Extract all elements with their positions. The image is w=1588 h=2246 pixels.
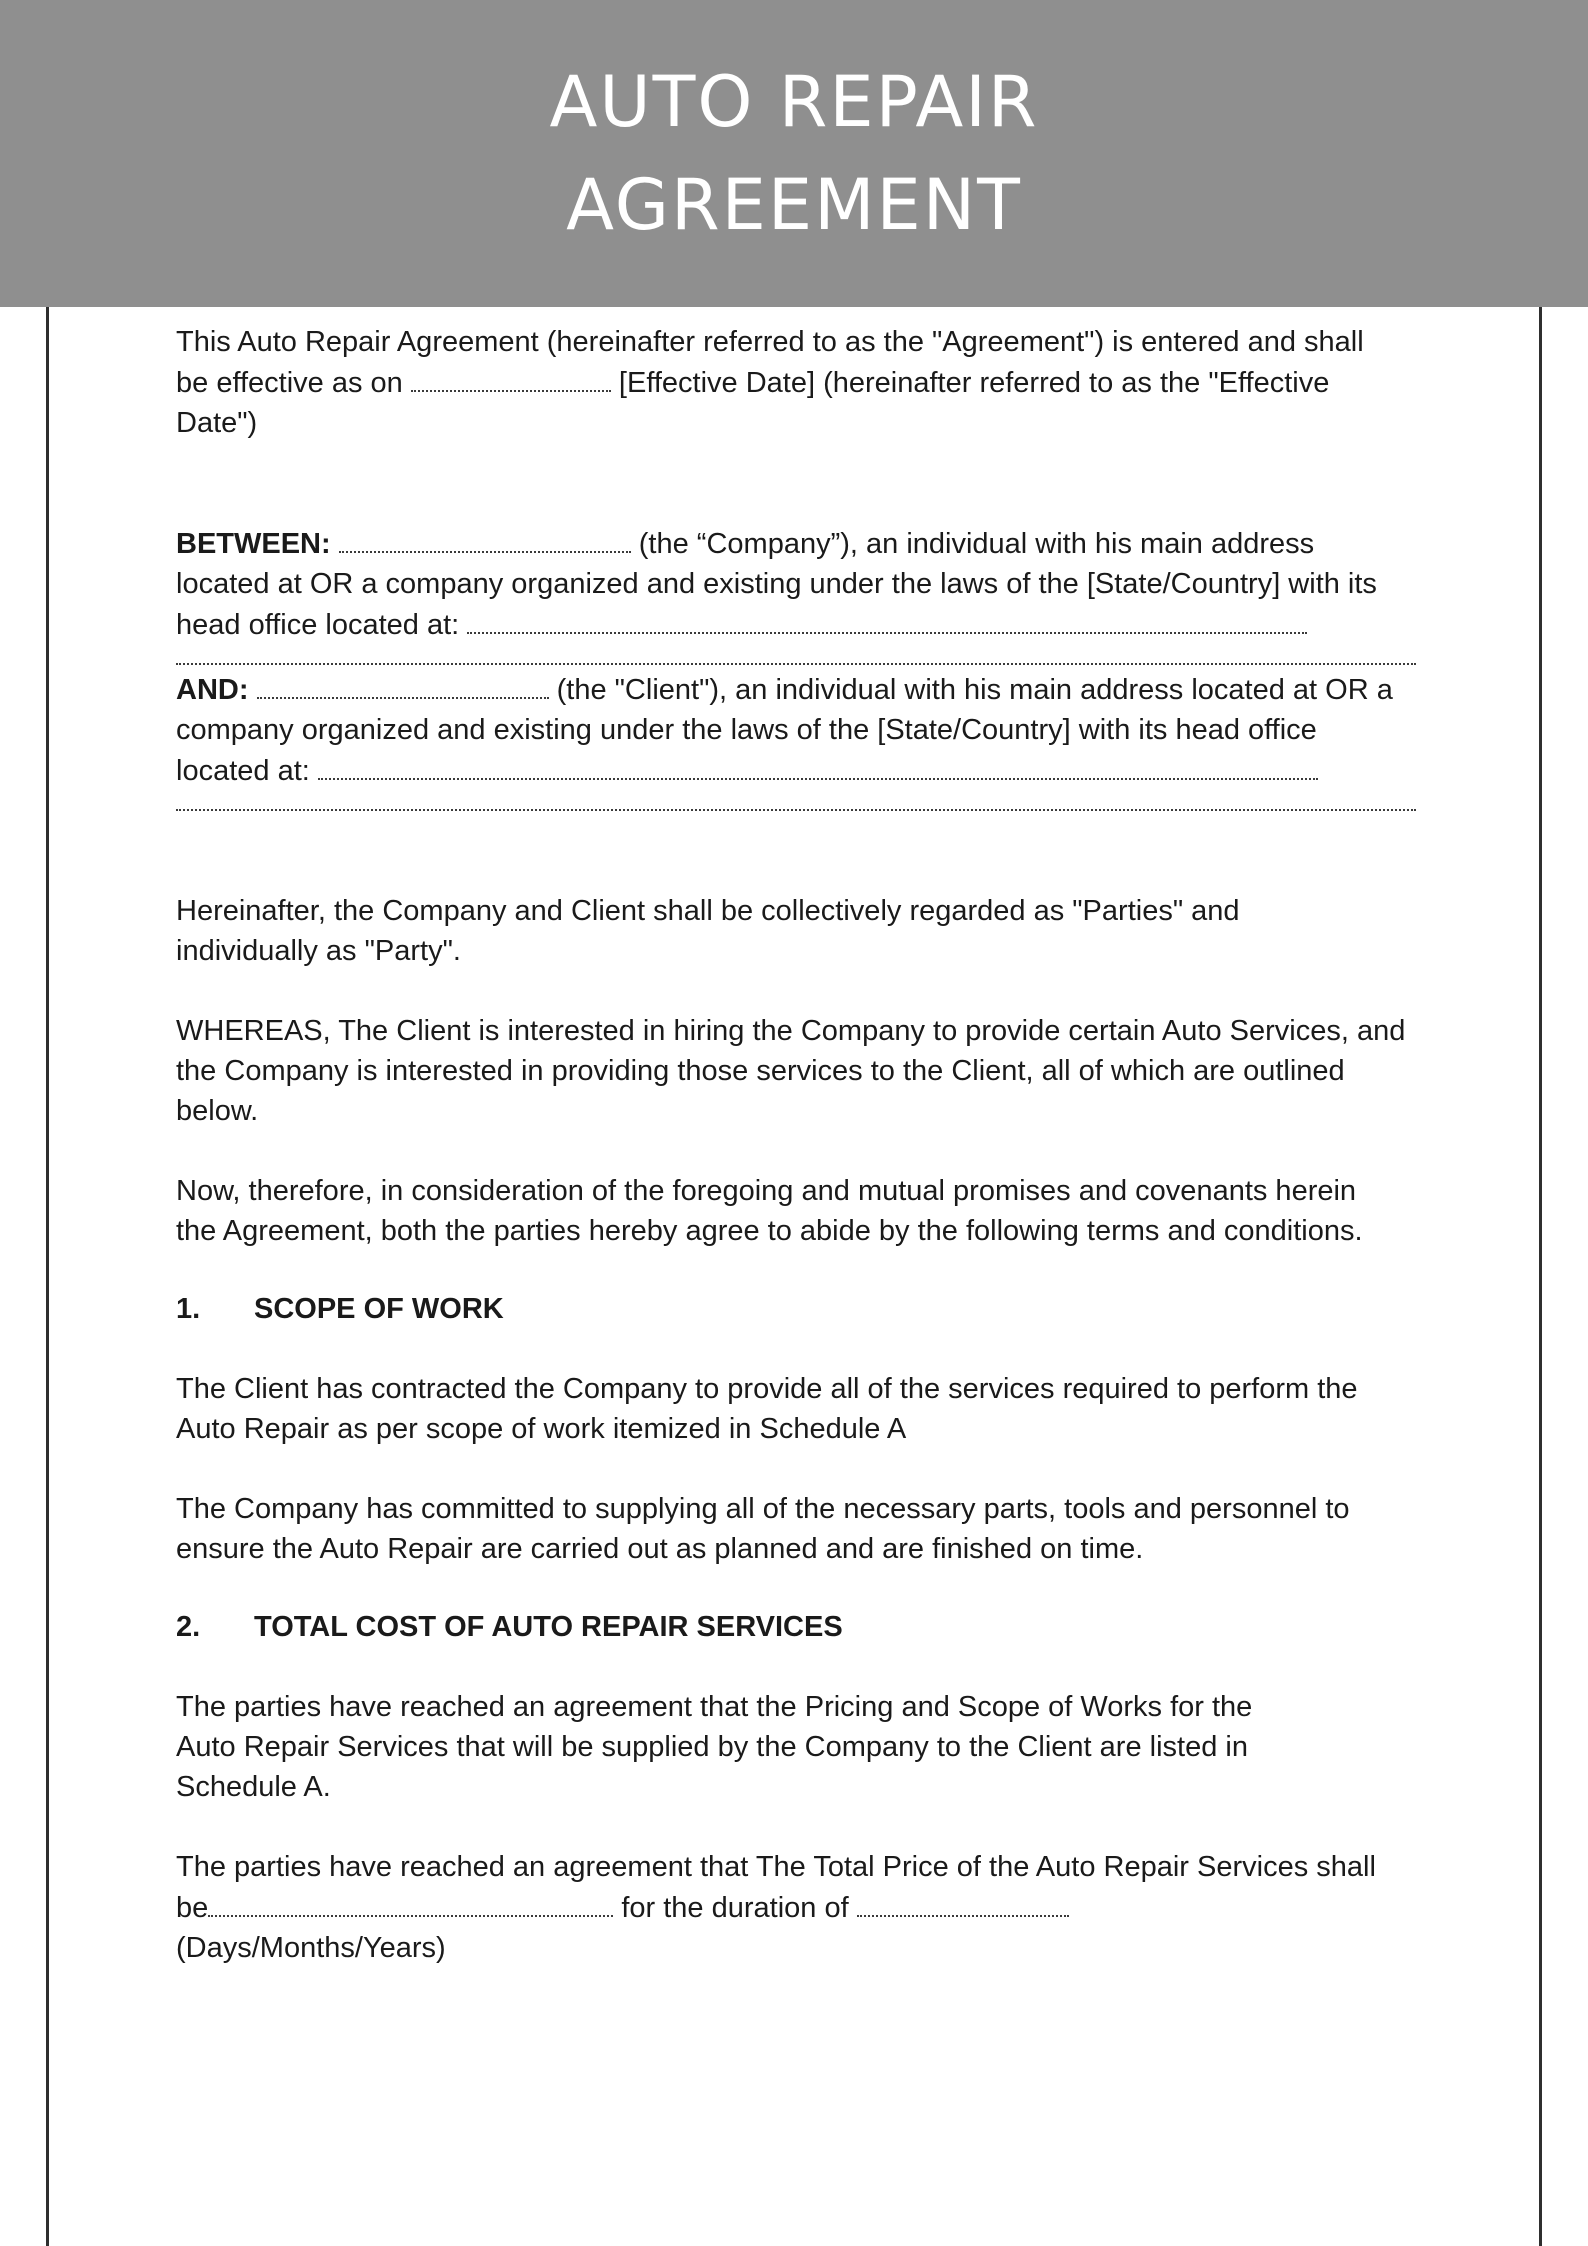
agreement-body: [176, 322, 1416, 1968]
total-price-blank: [208, 1887, 613, 1917]
whereas-paragraph: WHEREAS, The Client is interested in hiring the Company to provide certain Auto Services, and the Company is interested in providing those services to the Client, all of which are outlined below.: [176, 1015, 1406, 1127]
intro-text-1: This Auto Repair Agreement (hereinafter referred to as the "Agreement") is entered and shall be effective as on: [176, 326, 1364, 399]
intro-text-2: [Effective Date] (hereinafter referred to as the "Effective Date"): [176, 367, 1330, 439]
and-paragraph: [176, 669, 1406, 791]
title-banner: [0, 0, 1588, 307]
section-1-heading: [176, 1289, 1416, 1329]
section-1-paragraph-1: The Client has contracted the Company to provide all of the services required to perform the Auto Repair as per scope of work itemized in Schedule A: [176, 1373, 1358, 1445]
section-2-title: TOTAL COST OF AUTO REPAIR SERVICES: [254, 1611, 843, 1643]
title-line-1: AUTO REPAIR: [549, 60, 1039, 143]
and-text: (the "Client"), an individual with his main address located at OR a company organized and existing under the laws of the [State/Country] with its head office located at:: [176, 674, 1393, 787]
total-price-text-2: for the duration of: [613, 1892, 857, 1924]
client-name-blank: [257, 669, 549, 699]
hereinafter-paragraph: Hereinafter, the Company and Client shall be collectively regarded as "Parties" and individually as "Party".: [176, 895, 1240, 967]
section-1-title: SCOPE OF WORK: [254, 1293, 504, 1325]
between-paragraph: [176, 523, 1398, 645]
section-1-number: 1.: [176, 1293, 201, 1325]
company-name-blank: [339, 523, 631, 553]
between-label: BETWEEN:: [176, 528, 339, 560]
company-address-blank-line: [176, 651, 1416, 665]
total-price-text-1: The parties have reached an agreement that The Total Price of the Auto Repair Services shall be: [176, 1851, 1376, 1924]
section-2-heading: [176, 1607, 1416, 1647]
section-2-paragraph-2: [176, 1847, 1416, 1968]
and-label: AND:: [176, 674, 257, 706]
document-title: [474, 51, 1114, 257]
now-therefore-paragraph: Now, therefore, in consideration of the foregoing and mutual promises and covenants herein the Agreement, both the parties hereby agree to abide by the following terms and conditions.: [176, 1175, 1363, 1247]
company-address-blank: [467, 604, 1307, 634]
title-line-2: AGREEMENT: [566, 163, 1022, 246]
section-2-paragraph-1: The parties have reached an agreement that the Pricing and Scope of Works for the Auto Repair Services that will be supplied by the Company to the Client are listed in Schedule A.: [176, 1691, 1253, 1803]
client-address-blank-line: [176, 797, 1416, 811]
section-1-paragraph-2: The Company has committed to supplying all of the necessary parts, tools and personnel to ensure the Auto Repair are carried out as planned and are finished on time.: [176, 1493, 1350, 1565]
between-text: (the “Company”), an individual with his main address located at OR a company organized and existing under the laws of the [State/Country] with its head office located at:: [176, 528, 1377, 641]
effective-date-blank: [411, 362, 611, 392]
intro-paragraph: [176, 322, 1376, 443]
section-2-number: 2.: [176, 1611, 201, 1643]
client-address-blank: [318, 750, 1318, 780]
duration-blank: [857, 1887, 1069, 1917]
duration-unit-text: (Days/Months/Years): [176, 1932, 446, 1964]
